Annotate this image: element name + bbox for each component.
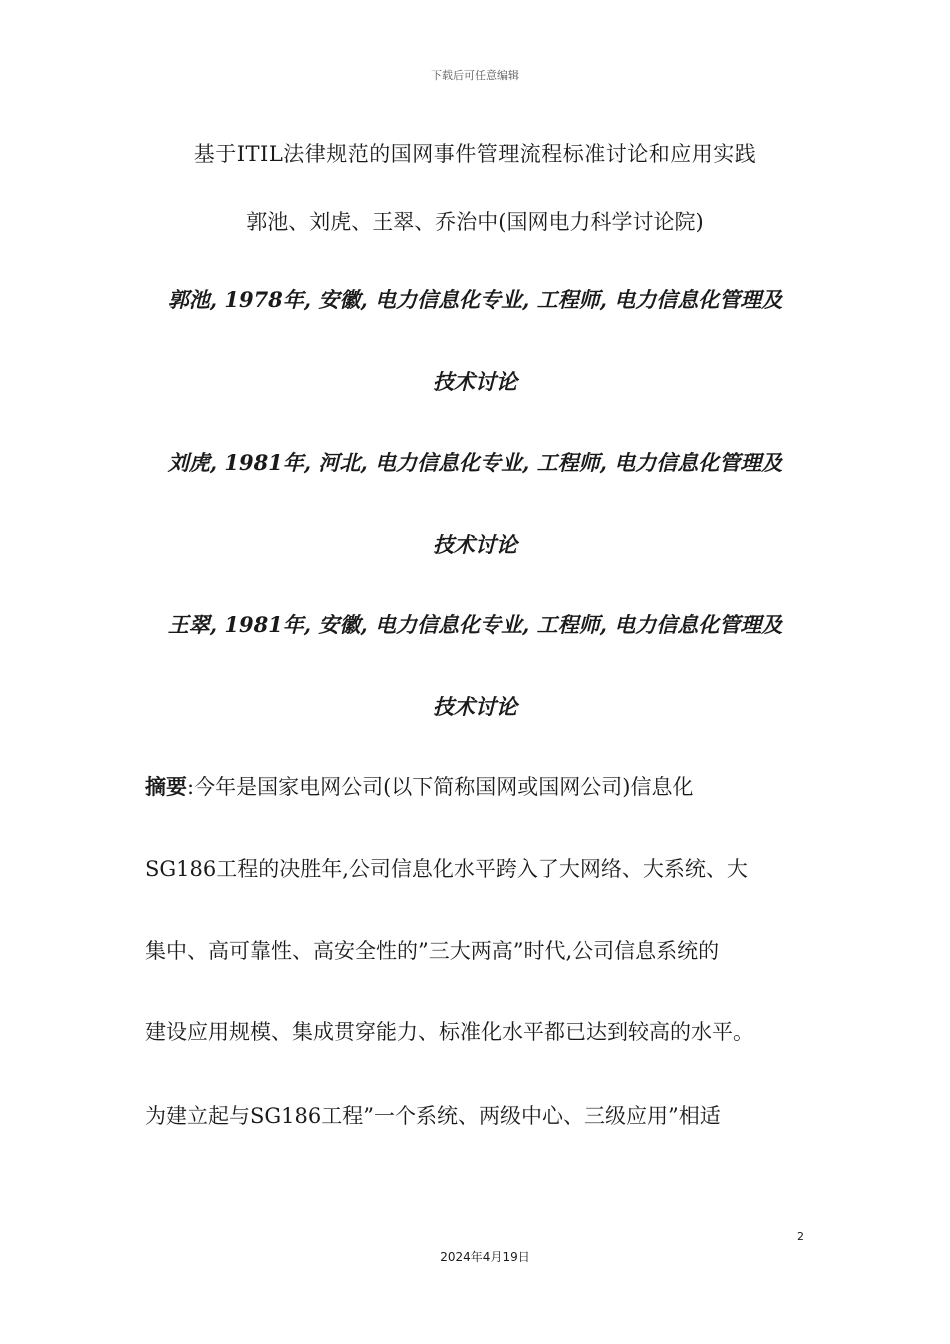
author-bio-line: 技术讨论	[433, 694, 517, 719]
abstract-line: 为建立起与SG186工程”一个系统、两级中心、三级应用”相适	[145, 1104, 721, 1128]
abstract-line: 建设应用规模、集成贯穿能力、标准化水平都已达到较高的水平。	[145, 1020, 754, 1044]
header-note: 下载后可任意编辑	[431, 69, 519, 82]
abstract-label: 摘要	[145, 774, 187, 799]
abstract-text: :今年是国家电网公司(以下简称国网或国网公司)信息化	[187, 775, 694, 799]
author-bio-line: 郭池, 1978年, 安徽, 电力信息化专业, 工程师, 电力信息化管理及	[167, 287, 783, 312]
page-number: 2	[797, 1230, 804, 1243]
author-bio-line: 刘虎, 1981年, 河北, 电力信息化专业, 工程师, 电力信息化管理及	[167, 450, 783, 475]
document-title: 基于ITIL法律规范的国网事件管理流程标准讨论和应用实践	[193, 142, 757, 166]
author-bio-line: 技术讨论	[433, 532, 517, 557]
author-bio-line: 技术讨论	[433, 369, 517, 394]
abstract-line	[145, 771, 825, 801]
abstract-line: 集中、高可靠性、高安全性的”三大两高”时代,公司信息系统的	[145, 939, 720, 963]
abstract-line: SG186工程的决胜年,公司信息化水平跨入了大网络、大系统、大	[145, 857, 748, 881]
footer-date: 2024年4月19日	[440, 1250, 530, 1264]
author-bio-line: 王翠, 1981年, 安徽, 电力信息化专业, 工程师, 电力信息化管理及	[167, 612, 783, 637]
author-list: 郭池、刘虎、王翠、乔治中(国网电力科学讨论院)	[246, 210, 704, 234]
